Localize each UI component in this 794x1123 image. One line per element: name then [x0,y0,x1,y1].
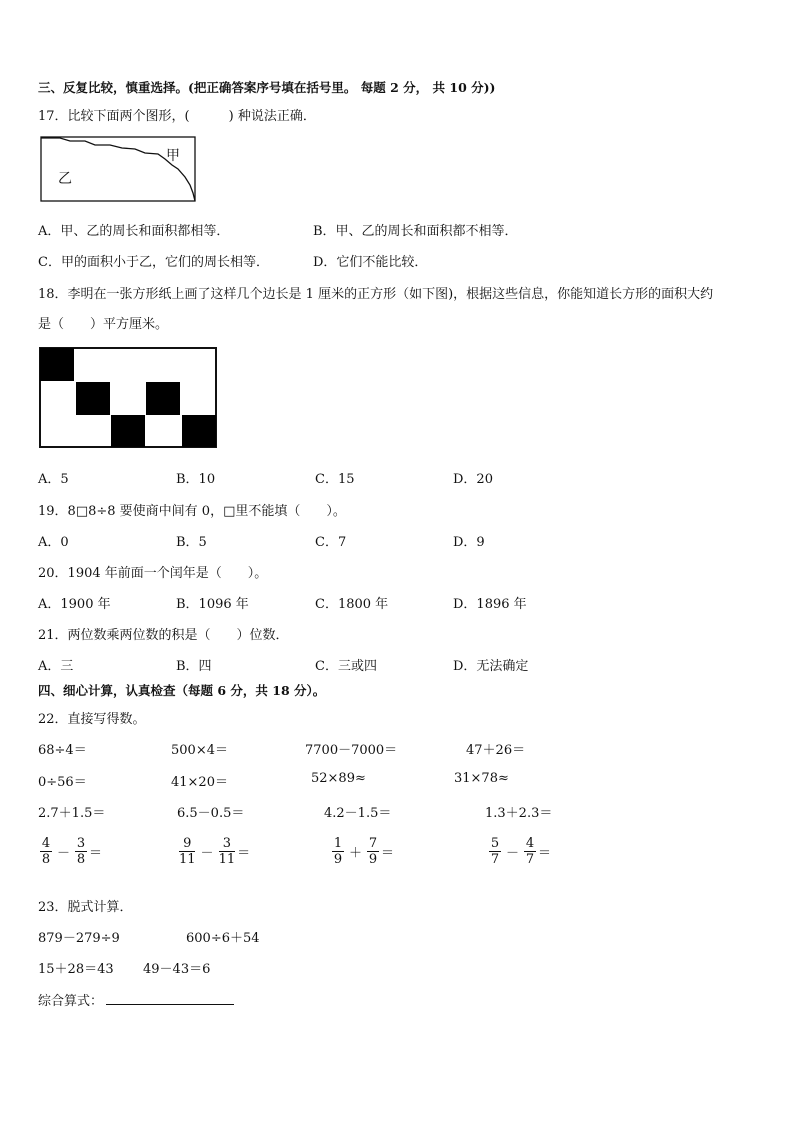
q20-option-c: C．1800 年 [315,597,389,612]
q18-stem-line2: 是（ ）平方厘米。 [38,317,169,332]
equals-sign: ＝ [89,846,103,861]
q22-stem: 22．直接写得数。 [38,712,146,727]
q17-label-jia: 甲 [166,148,180,164]
equals-sign: ＝ [237,846,251,861]
q22-fraction-4 [487,836,551,867]
black-square [111,415,145,447]
numerator: 4 [525,836,535,851]
q22-fraction-1 [38,836,102,867]
q22-r3-c2: 6.5－0.5＝ [177,806,245,821]
equals-sign: ＝ [538,846,552,861]
q18-option-d: D．20 [453,472,493,487]
q17-stem: 17．比较下面两个图形，( ) 种说法正确． [38,109,316,124]
equals-sign: ＝ [381,846,395,861]
section4-heading: 四、细心计算，认真检查（每题 6 分，共 18 分）。 [38,683,326,698]
denominator: 9 [333,852,343,867]
q22-r2-c1: 0÷56＝ [38,775,87,790]
denominator: 11 [218,852,236,867]
q23-expr1: 879－279÷9 [38,931,120,946]
q22-r3-c3: 4.2－1.5＝ [324,806,392,821]
q19-option-a: A．0 [38,535,69,550]
q22-r2-c3: 52×89≈ [311,771,366,786]
q22-r2-c4: 31×78≈ [454,771,509,786]
q19-option-d: D．9 [453,535,485,550]
numerator: 9 [183,836,192,851]
q21-option-b: B．四 [176,659,212,674]
denominator: 9 [368,852,378,867]
black-square [182,415,216,447]
q21-option-c: C．三或四 [315,659,377,674]
denominator: 11 [179,852,196,867]
q18-option-b: B．10 [176,472,216,487]
q22-r1-c2: 500×4＝ [171,743,228,758]
q17-figure [40,135,197,204]
q21-stem: 21．两位数乘两位数的积是（ ）位数． [38,628,289,643]
operator: ＋ [349,846,363,861]
black-square [40,348,74,381]
q23-expr3: 15＋28＝43 [38,962,114,977]
black-square [146,382,180,415]
q19-option-c: C．7 [315,535,347,550]
q22-r1-c3: 7700－7000＝ [305,743,398,758]
q23-answer-line[interactable] [106,1004,234,1005]
q17-option-c: C．甲的面积小于乙，它们的周长相等． [38,255,269,270]
numerator: 7 [368,836,378,851]
q22-r3-c4: 1.3＋2.3＝ [485,806,553,821]
black-square [76,382,110,415]
q18-figure [38,346,220,450]
denominator: 7 [525,852,535,867]
denominator: 8 [41,852,51,867]
q17-option-b: B．甲、乙的周长和面积都不相等． [313,224,518,239]
q22-r3-c1: 2.7＋1.5＝ [38,806,106,821]
denominator: 8 [76,852,86,867]
q20-option-b: B．1096 年 [176,597,249,612]
q19-stem: 19．8□8÷8 要使商中间有 0，□里不能填（ ）。 [38,504,346,519]
q22-fraction-2 [177,836,250,867]
q22-fraction-3 [330,836,394,867]
q17-label-yi: 乙 [58,171,72,187]
numerator: 5 [490,836,500,851]
numerator: 3 [222,836,231,851]
q23-expr2: 600÷6＋54 [186,931,260,946]
section3-heading: 三、反复比较，慎重选择。(把正确答案序号填在括号里。 每题 2 分， 共 10 分)) [38,80,496,95]
q20-option-d: D．1896 年 [453,597,527,612]
q20-stem: 20．1904 年前面一个闰年是（ ）。 [38,566,268,581]
q20-option-a: A．1900 年 [38,597,111,612]
numerator: 3 [76,836,86,851]
q18-option-a: A．5 [38,472,69,487]
q23-combined-label: 综合算式： [38,994,104,1009]
numerator: 4 [41,836,51,851]
q21-option-d: D．无法确定 [453,659,529,674]
q21-option-a: A．三 [38,659,74,674]
q23-stem: 23．脱式计算． [38,900,133,915]
q17-option-a: A．甲、乙的周长和面积都相等． [38,224,230,239]
operator: － [506,846,520,861]
operator: － [200,846,214,861]
q18-option-c: C．15 [315,472,355,487]
q22-r1-c4: 47＋26＝ [466,743,526,758]
q17-option-d: D．它们不能比较． [313,255,428,270]
q22-r1-c1: 68÷4＝ [38,743,87,758]
denominator: 7 [490,852,500,867]
numerator: 1 [333,836,343,851]
q23-expr4: 49－43＝6 [143,962,211,977]
q18-stem-line1: 18．李明在一张方形纸上画了这样几个边长是 1 厘米的正方形（如下图)，根据这些信息，你能知道长方形的面积大约 [38,287,714,302]
q22-r2-c2: 41×20＝ [171,775,228,790]
q19-option-b: B．5 [176,535,207,550]
operator: － [57,846,71,861]
